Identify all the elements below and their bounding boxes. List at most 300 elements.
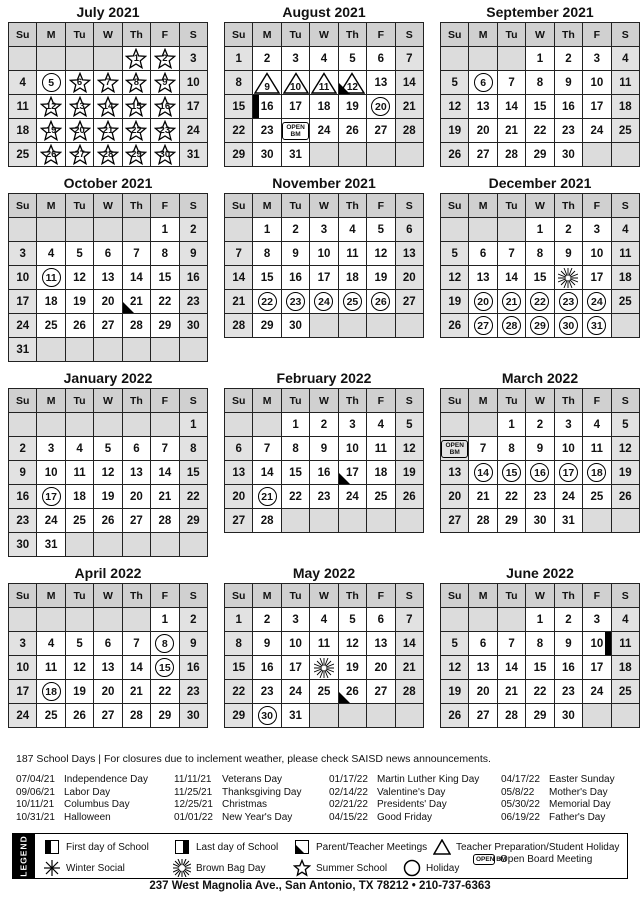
day-cell: 19 xyxy=(441,119,468,142)
day-cell: 13 xyxy=(225,461,252,484)
day-cell: 25 xyxy=(310,680,337,703)
day-cell xyxy=(253,704,280,727)
day-cell: 11 xyxy=(612,632,639,655)
empty-cell xyxy=(583,509,610,532)
day-cell: 18 xyxy=(310,95,337,118)
empty-cell xyxy=(123,218,150,241)
address: 237 West Magnolia Ave., San Antonio, TX 78212 • 210-737-6363 xyxy=(149,880,491,892)
day-cell: 16 xyxy=(180,266,207,289)
day-cell: 29 xyxy=(526,143,553,166)
day-cell: 1 xyxy=(151,218,178,241)
day-cell: 6 xyxy=(123,437,150,460)
day-cell: 15 xyxy=(225,95,252,118)
day-cell: 28 xyxy=(253,509,280,532)
day-cell: 29 xyxy=(526,704,553,727)
day-cell: 3 xyxy=(583,47,610,70)
day-cell: 19 xyxy=(441,680,468,703)
day-cell: 14 xyxy=(151,461,178,484)
day-cell: 17 xyxy=(282,95,309,118)
holiday-date: 10/11/21 xyxy=(16,799,55,810)
day-cell: 6 xyxy=(396,218,423,241)
month-title: September 2021 xyxy=(486,4,594,20)
empty-cell xyxy=(310,704,337,727)
weekday-header: Th xyxy=(123,389,150,412)
day-cell: 16 xyxy=(282,266,309,289)
holiday-column xyxy=(329,774,501,824)
day-cell: 23 xyxy=(253,680,280,703)
weekday-header: S xyxy=(612,389,639,412)
day-cell: 15 xyxy=(180,461,207,484)
holiday-circle-icon: 20 xyxy=(474,292,493,311)
day-cell: 12 xyxy=(66,266,93,289)
day-cell: 25 xyxy=(66,509,93,532)
day-cell: 25 xyxy=(612,290,639,313)
day-cell: 10 xyxy=(555,437,582,460)
brown-bag-icon xyxy=(173,859,191,877)
weekday-header: M xyxy=(253,194,280,217)
weekday-header: W xyxy=(526,584,553,607)
legend-winter-social: Winter Social xyxy=(43,859,125,877)
holiday-date: 06/19/22 xyxy=(501,811,540,823)
month-calendar xyxy=(8,368,208,557)
day-cell: 9 xyxy=(180,242,207,265)
day-cell: 22 xyxy=(526,119,553,142)
day-cell xyxy=(151,71,178,94)
day-cell: 10 xyxy=(583,632,610,655)
month-grid xyxy=(440,388,640,533)
open-board-meeting-icon: OPEN BM xyxy=(282,122,309,140)
holiday-circle-icon: 23 xyxy=(559,292,578,311)
day-cell: 27 xyxy=(441,509,468,532)
summer-school-star-icon: 1 xyxy=(125,48,147,70)
teacher-prep-triangle-icon: 10 xyxy=(283,72,309,94)
day-cell: 20 xyxy=(396,266,423,289)
holiday-entry xyxy=(329,799,501,812)
weekday-header: M xyxy=(469,389,496,412)
day-cell: 15 xyxy=(253,266,280,289)
empty-cell xyxy=(310,143,337,166)
holiday-date: 10/31/21 xyxy=(16,811,55,823)
day-cell: 29 xyxy=(253,314,280,337)
empty-cell xyxy=(310,314,337,337)
day-cell: 29 xyxy=(151,314,178,337)
day-cell: 3 xyxy=(583,218,610,241)
day-cell: 15 xyxy=(526,95,553,118)
day-cell: 16 xyxy=(253,656,280,679)
day-cell: 12 xyxy=(441,656,468,679)
day-cell: 8 xyxy=(225,71,252,94)
last-day-icon xyxy=(173,838,191,856)
day-cell: 1 xyxy=(180,413,207,436)
holiday-date: 04/17/22 xyxy=(501,774,540,785)
day-cell xyxy=(339,290,366,313)
holiday-date: 07/04/21 xyxy=(16,774,55,785)
day-cell xyxy=(37,143,64,166)
weekday-header: W xyxy=(310,389,337,412)
weekday-header: F xyxy=(151,194,178,217)
holiday-date: 02/21/22 xyxy=(329,799,368,810)
day-cell: 12 xyxy=(441,95,468,118)
teacher-prep-triangle-icon: 9 xyxy=(254,72,280,94)
day-cell xyxy=(66,119,93,142)
day-cell xyxy=(253,485,280,508)
month-title: November 2021 xyxy=(272,175,376,191)
holiday-name: Valentine's Day xyxy=(377,786,446,798)
day-cell: 2 xyxy=(555,218,582,241)
holiday-circle-icon: 5 xyxy=(42,73,61,92)
day-cell: 31 xyxy=(37,533,64,556)
month-title: June 2022 xyxy=(506,565,574,581)
month-grid xyxy=(8,388,208,557)
month-calendar xyxy=(440,368,640,557)
day-cell: 5 xyxy=(441,632,468,655)
day-cell: 6 xyxy=(367,608,394,631)
empty-cell xyxy=(9,47,36,70)
holiday-circle-icon: 28 xyxy=(502,316,521,335)
day-cell: 13 xyxy=(94,656,121,679)
month-title: April 2022 xyxy=(74,565,142,581)
day-cell: 20 xyxy=(367,656,394,679)
weekday-header: Tu xyxy=(282,194,309,217)
day-cell: 14 xyxy=(123,266,150,289)
day-cell xyxy=(94,143,121,166)
weekday-header: Tu xyxy=(66,194,93,217)
day-cell xyxy=(498,461,525,484)
weekday-header: Th xyxy=(339,389,366,412)
summer-school-star-icon: 26 xyxy=(40,144,62,166)
day-cell xyxy=(583,290,610,313)
day-cell: 16 xyxy=(180,656,207,679)
day-cell xyxy=(526,314,553,337)
empty-cell xyxy=(94,338,121,361)
day-cell: 28 xyxy=(123,704,150,727)
day-cell: 3 xyxy=(583,608,610,631)
weekday-header: Th xyxy=(555,584,582,607)
day-cell: 25 xyxy=(612,680,639,703)
day-cell: 12 xyxy=(441,266,468,289)
empty-cell xyxy=(123,413,150,436)
month-grid xyxy=(8,583,208,728)
empty-cell xyxy=(66,338,93,361)
empty-cell xyxy=(37,413,64,436)
sunburst-icon xyxy=(314,658,334,678)
empty-cell xyxy=(498,47,525,70)
open-board-icon: OPEN BM xyxy=(473,854,495,865)
day-cell: 28 xyxy=(396,119,423,142)
summer-school-star-icon: 23 xyxy=(154,120,176,142)
day-cell: 16 xyxy=(555,95,582,118)
empty-cell xyxy=(66,413,93,436)
day-cell: 5 xyxy=(367,218,394,241)
empty-cell xyxy=(282,509,309,532)
day-cell: 31 xyxy=(555,509,582,532)
empty-cell xyxy=(339,314,366,337)
day-cell xyxy=(66,95,93,118)
empty-cell xyxy=(94,533,121,556)
day-cell: 19 xyxy=(441,290,468,313)
day-cell: 12 xyxy=(339,632,366,655)
first-day-icon xyxy=(43,838,61,856)
day-cell: 17 xyxy=(583,656,610,679)
empty-cell xyxy=(37,338,64,361)
empty-cell xyxy=(151,413,178,436)
weekday-header: M xyxy=(469,23,496,46)
weekday-header: M xyxy=(253,584,280,607)
day-cell: 28 xyxy=(123,314,150,337)
weekday-header: F xyxy=(583,389,610,412)
parent-teacher-icon xyxy=(293,838,311,856)
weekday-header: W xyxy=(526,194,553,217)
holiday-circle-icon: 27 xyxy=(474,316,493,335)
day-cell xyxy=(151,119,178,142)
day-cell xyxy=(282,119,309,142)
day-cell: 7 xyxy=(498,632,525,655)
day-cell: 24 xyxy=(310,119,337,142)
empty-cell xyxy=(310,509,337,532)
day-cell: 6 xyxy=(469,632,496,655)
legend-open-board: OPEN BM Open Board Meeting xyxy=(473,854,592,865)
circle-icon xyxy=(403,859,421,877)
day-cell: 14 xyxy=(498,95,525,118)
day-cell: 29 xyxy=(225,704,252,727)
holiday-name: Independence Day xyxy=(64,774,148,785)
empty-cell xyxy=(367,143,394,166)
day-cell: 9 xyxy=(526,437,553,460)
day-cell: 16 xyxy=(9,485,36,508)
day-cell: 6 xyxy=(469,242,496,265)
day-cell: 9 xyxy=(253,632,280,655)
month-calendar xyxy=(440,563,640,728)
day-cell: 8 xyxy=(180,437,207,460)
day-cell: 3 xyxy=(555,413,582,436)
empty-cell xyxy=(583,704,610,727)
summer-school-star-icon: 12 xyxy=(40,96,62,118)
day-cell: 21 xyxy=(123,290,150,313)
day-cell xyxy=(151,632,178,655)
summer-school-star-icon: 16 xyxy=(154,96,176,118)
day-cell xyxy=(151,143,178,166)
day-cell: 5 xyxy=(66,242,93,265)
day-cell: 6 xyxy=(225,437,252,460)
summer-school-star-icon: 21 xyxy=(97,120,119,142)
month-calendar xyxy=(224,173,424,362)
holiday-date: 11/25/21 xyxy=(174,786,213,798)
day-cell: 14 xyxy=(498,266,525,289)
day-cell: 21 xyxy=(396,656,423,679)
day-cell xyxy=(469,314,496,337)
day-cell: 28 xyxy=(498,143,525,166)
day-cell: 3 xyxy=(9,242,36,265)
legend-last-day: Last day of School xyxy=(173,838,278,856)
weekday-header: Th xyxy=(555,194,582,217)
holiday-circle-icon: 16 xyxy=(530,463,549,482)
empty-cell xyxy=(498,608,525,631)
day-cell: 2 xyxy=(555,47,582,70)
month-calendar xyxy=(440,173,640,362)
day-cell: 20 xyxy=(94,290,121,313)
day-cell: 3 xyxy=(339,413,366,436)
weekday-header: M xyxy=(253,23,280,46)
day-cell: 7 xyxy=(123,242,150,265)
day-cell: 9 xyxy=(555,71,582,94)
day-cell: 30 xyxy=(253,143,280,166)
empty-cell xyxy=(9,608,36,631)
holiday-circle-icon: 23 xyxy=(286,292,305,311)
empty-cell xyxy=(396,704,423,727)
empty-cell xyxy=(441,608,468,631)
star-icon xyxy=(293,859,311,877)
day-cell: 14 xyxy=(123,656,150,679)
day-cell: 4 xyxy=(612,47,639,70)
triangle-icon xyxy=(433,838,451,856)
calendar-grid xyxy=(8,2,640,728)
day-cell xyxy=(282,71,309,94)
day-cell: 25 xyxy=(612,119,639,142)
day-cell: 28 xyxy=(396,680,423,703)
day-cell xyxy=(253,290,280,313)
legend-brown-bag: Brown Bag Day xyxy=(173,859,265,877)
legend-teacher-prep: Teacher Preparation/Student Holiday xyxy=(433,838,619,856)
weekday-header: W xyxy=(94,23,121,46)
weekday-header: W xyxy=(94,584,121,607)
day-cell: 15 xyxy=(151,266,178,289)
empty-cell xyxy=(339,143,366,166)
day-cell: 3 xyxy=(310,218,337,241)
day-cell xyxy=(253,71,280,94)
weekday-header: W xyxy=(526,389,553,412)
holiday-entry xyxy=(501,787,628,800)
summer-school-star-icon: 28 xyxy=(97,144,119,166)
day-cell: 7 xyxy=(253,437,280,460)
month-grid xyxy=(8,22,208,167)
holiday-circle-icon: 24 xyxy=(587,292,606,311)
day-cell: 27 xyxy=(367,680,394,703)
day-cell: 24 xyxy=(583,119,610,142)
day-cell: 22 xyxy=(151,680,178,703)
day-cell: 19 xyxy=(66,290,93,313)
day-cell: 24 xyxy=(9,314,36,337)
day-cell xyxy=(123,47,150,70)
day-cell: 23 xyxy=(555,680,582,703)
day-cell: 13 xyxy=(469,656,496,679)
summer-school-star-icon: 13 xyxy=(69,96,91,118)
holiday-name: Presidents' Day xyxy=(377,799,447,810)
day-cell: 10 xyxy=(282,632,309,655)
day-cell: 5 xyxy=(66,632,93,655)
holiday-entry xyxy=(329,787,501,800)
weekday-header: Tu xyxy=(498,23,525,46)
day-cell: 19 xyxy=(612,461,639,484)
empty-cell xyxy=(469,47,496,70)
day-cell: 14 xyxy=(253,461,280,484)
day-cell: 20 xyxy=(123,485,150,508)
day-cell: 4 xyxy=(66,437,93,460)
month-calendar xyxy=(8,2,208,167)
day-cell xyxy=(37,71,64,94)
day-cell xyxy=(310,656,337,679)
day-cell: 2 xyxy=(282,218,309,241)
holiday-circle-icon: 15 xyxy=(502,463,521,482)
summer-school-star-icon: 22 xyxy=(125,120,147,142)
weekday-header: Su xyxy=(225,194,252,217)
weekday-header: S xyxy=(612,194,639,217)
month-title: May 2022 xyxy=(292,565,356,581)
day-cell: 19 xyxy=(367,266,394,289)
day-cell: 24 xyxy=(555,485,582,508)
day-cell: 30 xyxy=(555,704,582,727)
day-cell: 21 xyxy=(123,680,150,703)
day-cell: 26 xyxy=(339,119,366,142)
day-cell xyxy=(123,143,150,166)
day-cell: 4 xyxy=(37,242,64,265)
day-cell: 27 xyxy=(396,290,423,313)
holiday-date: 04/15/22 xyxy=(329,811,368,823)
weekday-header: Tu xyxy=(282,389,309,412)
weekday-header: Tu xyxy=(66,23,93,46)
empty-cell xyxy=(498,218,525,241)
day-cell: 29 xyxy=(225,143,252,166)
day-cell xyxy=(151,656,178,679)
day-cell: 9 xyxy=(282,242,309,265)
day-cell: 10 xyxy=(9,266,36,289)
legend-first-day: First day of School xyxy=(43,838,149,856)
empty-cell xyxy=(66,218,93,241)
day-cell: 27 xyxy=(367,119,394,142)
day-cell: 4 xyxy=(367,413,394,436)
weekday-header: Th xyxy=(555,389,582,412)
month-calendar xyxy=(8,173,208,362)
holiday-column xyxy=(16,774,174,824)
day-cell: 31 xyxy=(282,143,309,166)
day-cell xyxy=(469,71,496,94)
day-cell: 5 xyxy=(94,437,121,460)
day-cell: 22 xyxy=(498,485,525,508)
holiday-entry xyxy=(16,799,174,812)
day-cell: 11 xyxy=(367,437,394,460)
month-title: July 2021 xyxy=(76,4,140,20)
empty-cell xyxy=(123,338,150,361)
day-cell: 25 xyxy=(37,704,64,727)
day-cell: 1 xyxy=(253,218,280,241)
weekday-header: W xyxy=(310,584,337,607)
day-cell xyxy=(123,71,150,94)
day-cell xyxy=(441,437,468,460)
empty-cell xyxy=(367,509,394,532)
month-title: March 2022 xyxy=(501,370,579,386)
day-cell: 11 xyxy=(9,95,36,118)
weekday-header: F xyxy=(151,23,178,46)
weekday-header: Su xyxy=(225,389,252,412)
day-cell: 3 xyxy=(282,608,309,631)
empty-cell xyxy=(396,509,423,532)
day-cell: 4 xyxy=(339,218,366,241)
empty-cell xyxy=(367,314,394,337)
day-cell: 16 xyxy=(555,656,582,679)
day-cell: 18 xyxy=(37,290,64,313)
day-cell: 25 xyxy=(9,143,36,166)
weekday-header: W xyxy=(94,389,121,412)
day-cell xyxy=(310,290,337,313)
day-cell: 7 xyxy=(396,47,423,70)
holiday-circle-icon: 25 xyxy=(343,292,362,311)
teacher-prep-triangle-icon: 11 xyxy=(311,72,337,94)
day-cell xyxy=(66,71,93,94)
day-cell: 25 xyxy=(583,485,610,508)
holiday-circle-icon: 6 xyxy=(474,73,493,92)
day-cell xyxy=(555,461,582,484)
day-cell: 13 xyxy=(469,95,496,118)
month-grid xyxy=(440,193,640,338)
